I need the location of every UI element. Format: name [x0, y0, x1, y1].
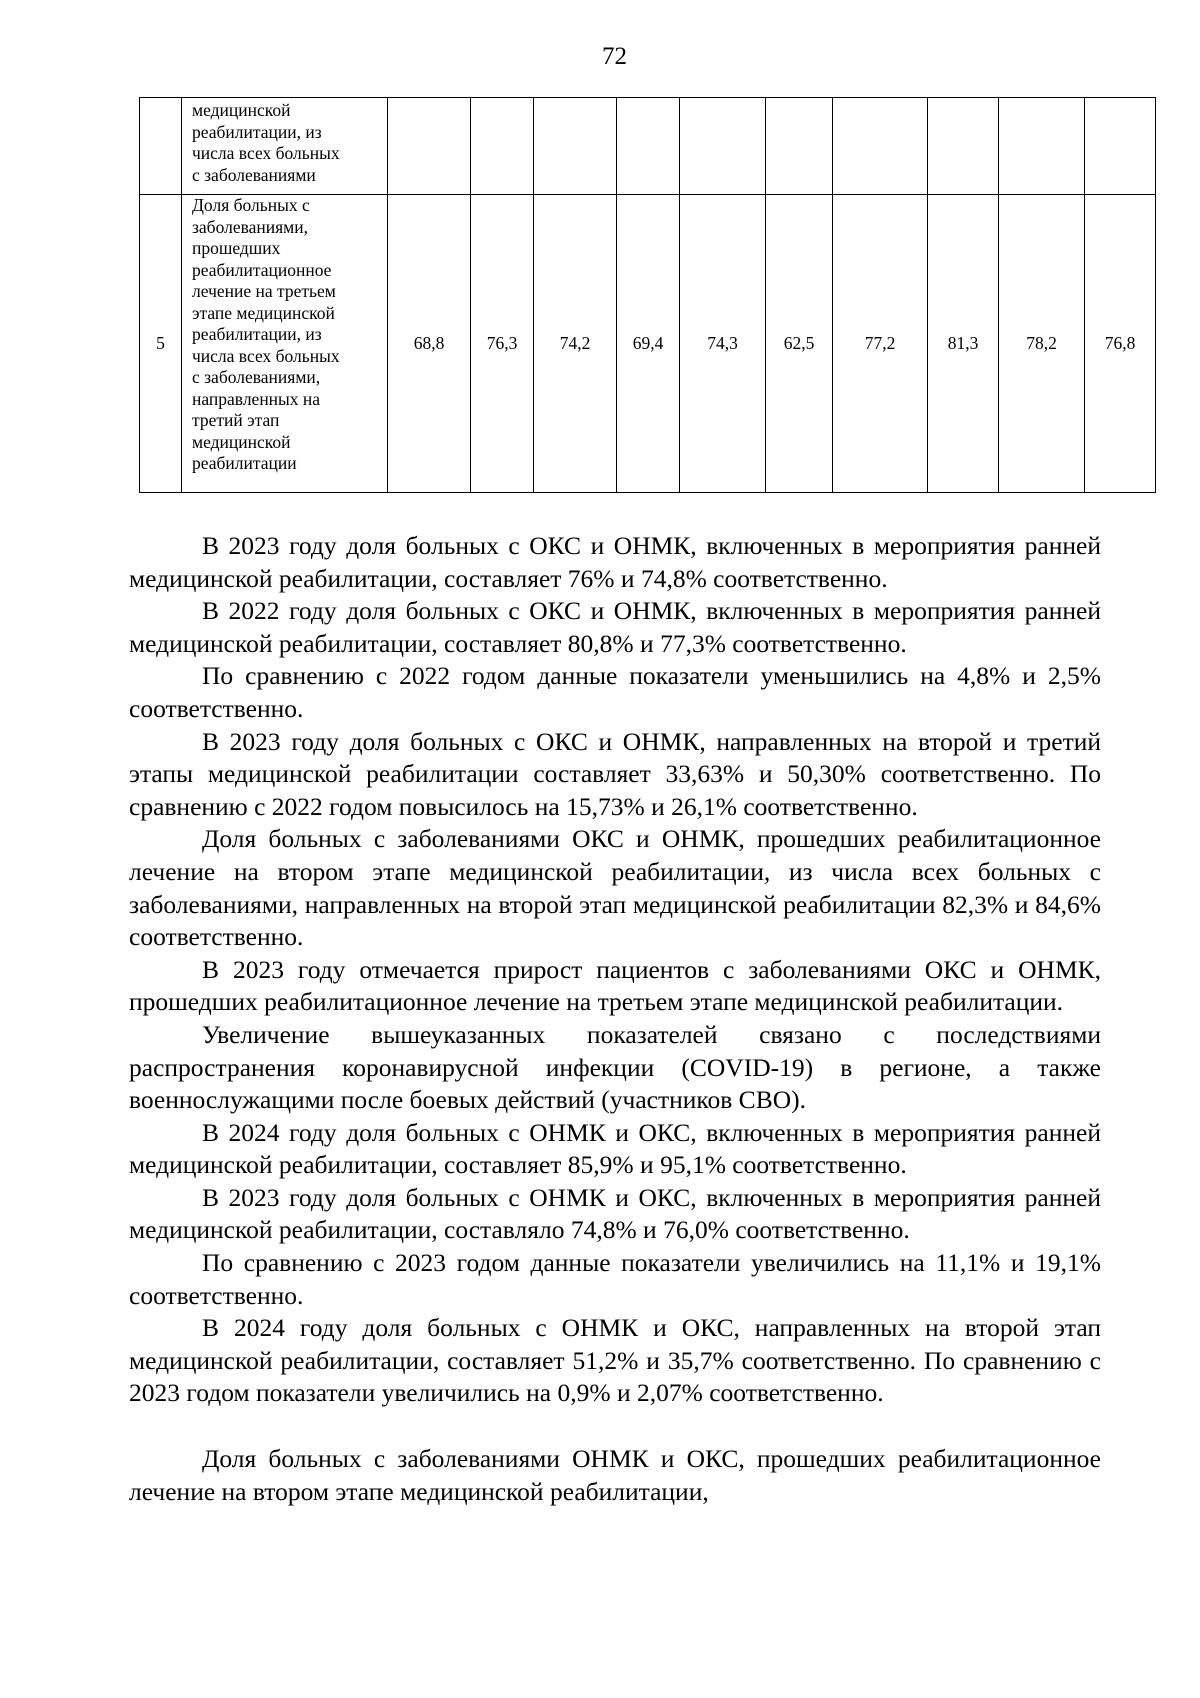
- description-line: числа всех больных: [192, 345, 340, 366]
- value-cell: 81,3: [928, 195, 999, 493]
- paragraph: Доля больных с заболеваниями ОНМК и ОКС, прошедших реабилитационное лечение на втором этапе медицинской реабилитации,: [129, 1444, 1101, 1506]
- paragraph: В 2023 году доля больных с ОКС и ОНМК, направленных на второй и третий этапы медицинской реабилитации составляет 33,63% и 50,30% соответственно. По сравнению с 2022 годом повысилось на 15,73% и 26,1% соответственно.: [129, 726, 1101, 821]
- value-cell: 76,3: [471, 195, 534, 493]
- value-cell: 77,2: [833, 195, 928, 493]
- paragraph: Доля больных с заболеваниями ОКС и ОНМК, прошедших реабилитационное лечение на втором этапе медицинской реабилитации, из числа всех больных с заболеваниями, направленных на второй этап медицинской реабилитации 82,3% и 84,6% соответственно.: [129, 824, 1101, 952]
- value-cell: 62,5: [766, 195, 833, 493]
- description-line: лечение на третьем: [192, 281, 336, 301]
- description-line: направленных на: [192, 388, 321, 409]
- paragraph: В 2023 году отмечается прирост пациентов с заболеваниями ОКС и ОНМК, прошедших реабилитационное лечение на третьем этапе медицинской реабилитации.: [129, 954, 1101, 1017]
- row-description-cell: [182, 98, 388, 195]
- description-line: Доля больных с: [192, 195, 310, 215]
- paragraph: В 2022 году доля больных с ОКС и ОНМК, включенных в мероприятия ранней медицинской реабилитации, составляет 80,8% и 77,3% соответственно.: [129, 596, 1101, 658]
- value-cell: 74,3: [680, 195, 766, 493]
- row-number-cell: [140, 98, 182, 195]
- row-number-cell: 5: [140, 195, 182, 493]
- paragraph: По сравнению с 2023 годом данные показатели увеличились на 11,1% и 19,1% соответственно.: [129, 1248, 1101, 1310]
- description-line: медицинской: [192, 100, 291, 120]
- value-cell: [471, 98, 534, 195]
- body-text: [129, 530, 1101, 1508]
- indicator-table: [139, 97, 1156, 493]
- row-description-cell: [182, 195, 388, 493]
- paragraph: В 2024 году доля больных с ОНМК и ОКС, включенных в мероприятия ранней медицинской реабилитации, составляет 85,9% и 95,1% соответственно.: [129, 1117, 1101, 1180]
- description-line: третий этап: [192, 410, 280, 430]
- description-line: медицинской: [192, 431, 291, 452]
- description-line: с заболеваниями: [192, 164, 316, 185]
- value-cell: [534, 98, 617, 195]
- value-cell: [999, 98, 1085, 195]
- value-cell: [766, 98, 833, 195]
- value-cell: [388, 98, 471, 195]
- description-line: реабилитационное: [192, 259, 332, 280]
- value-cell: 69,4: [617, 195, 680, 493]
- value-cell: [833, 98, 928, 195]
- paragraph: В 2023 году доля больных с ОНМК и ОКС, включенных в мероприятия ранней медицинской реабилитации, составляло 74,8% и 76,0% соответственно.: [129, 1182, 1101, 1245]
- description-line: реабилитации, из: [192, 324, 322, 344]
- paragraph: Увеличение вышеуказанных показателей связано с последствиями распространения коронавирусной инфекции (COVID-19) в регионе, а также военнослужащими после боевых действий (участников СВО).: [129, 1019, 1101, 1115]
- paragraph: В 2023 году доля больных с ОКС и ОНМК, включенных в мероприятия ранней медицинской реабилитации, составляет 76% и 74,8% соответственно.: [129, 531, 1101, 593]
- description-line: этапе медицинской: [192, 302, 335, 323]
- paragraph: В 2024 году доля больных с ОНМК и ОКС, направленных на второй этап медицинской реабилитации, составляет 51,2% и 35,7% соответственно. По сравнению с 2023 годом показатели увеличились на 0,9% и 2,07% соответственно.: [129, 1313, 1101, 1408]
- description-line: реабилитации, из: [192, 121, 322, 142]
- value-cell: 68,8: [388, 195, 471, 493]
- table-row: [140, 195, 1156, 493]
- description-line: реабилитации: [192, 453, 297, 473]
- value-cell: [680, 98, 766, 195]
- blank-line: [129, 1410, 1101, 1443]
- value-cell: 74,2: [534, 195, 617, 493]
- table-row: [140, 98, 1156, 195]
- description-line: заболеваниями,: [192, 216, 308, 237]
- value-cell: [928, 98, 999, 195]
- value-cell: [1085, 98, 1156, 195]
- value-cell: 76,8: [1085, 195, 1156, 493]
- value-cell: 78,2: [999, 195, 1085, 493]
- description-line: числа всех больных: [192, 143, 340, 163]
- value-cell: [617, 98, 680, 195]
- description-line: прошедших: [192, 238, 281, 258]
- paragraph: По сравнению с 2022 годом данные показатели уменьшились на 4,8% и 2,5% соответственно.: [129, 661, 1101, 723]
- description-line: с заболеваниями,: [192, 367, 321, 387]
- page-number: 72: [602, 43, 627, 70]
